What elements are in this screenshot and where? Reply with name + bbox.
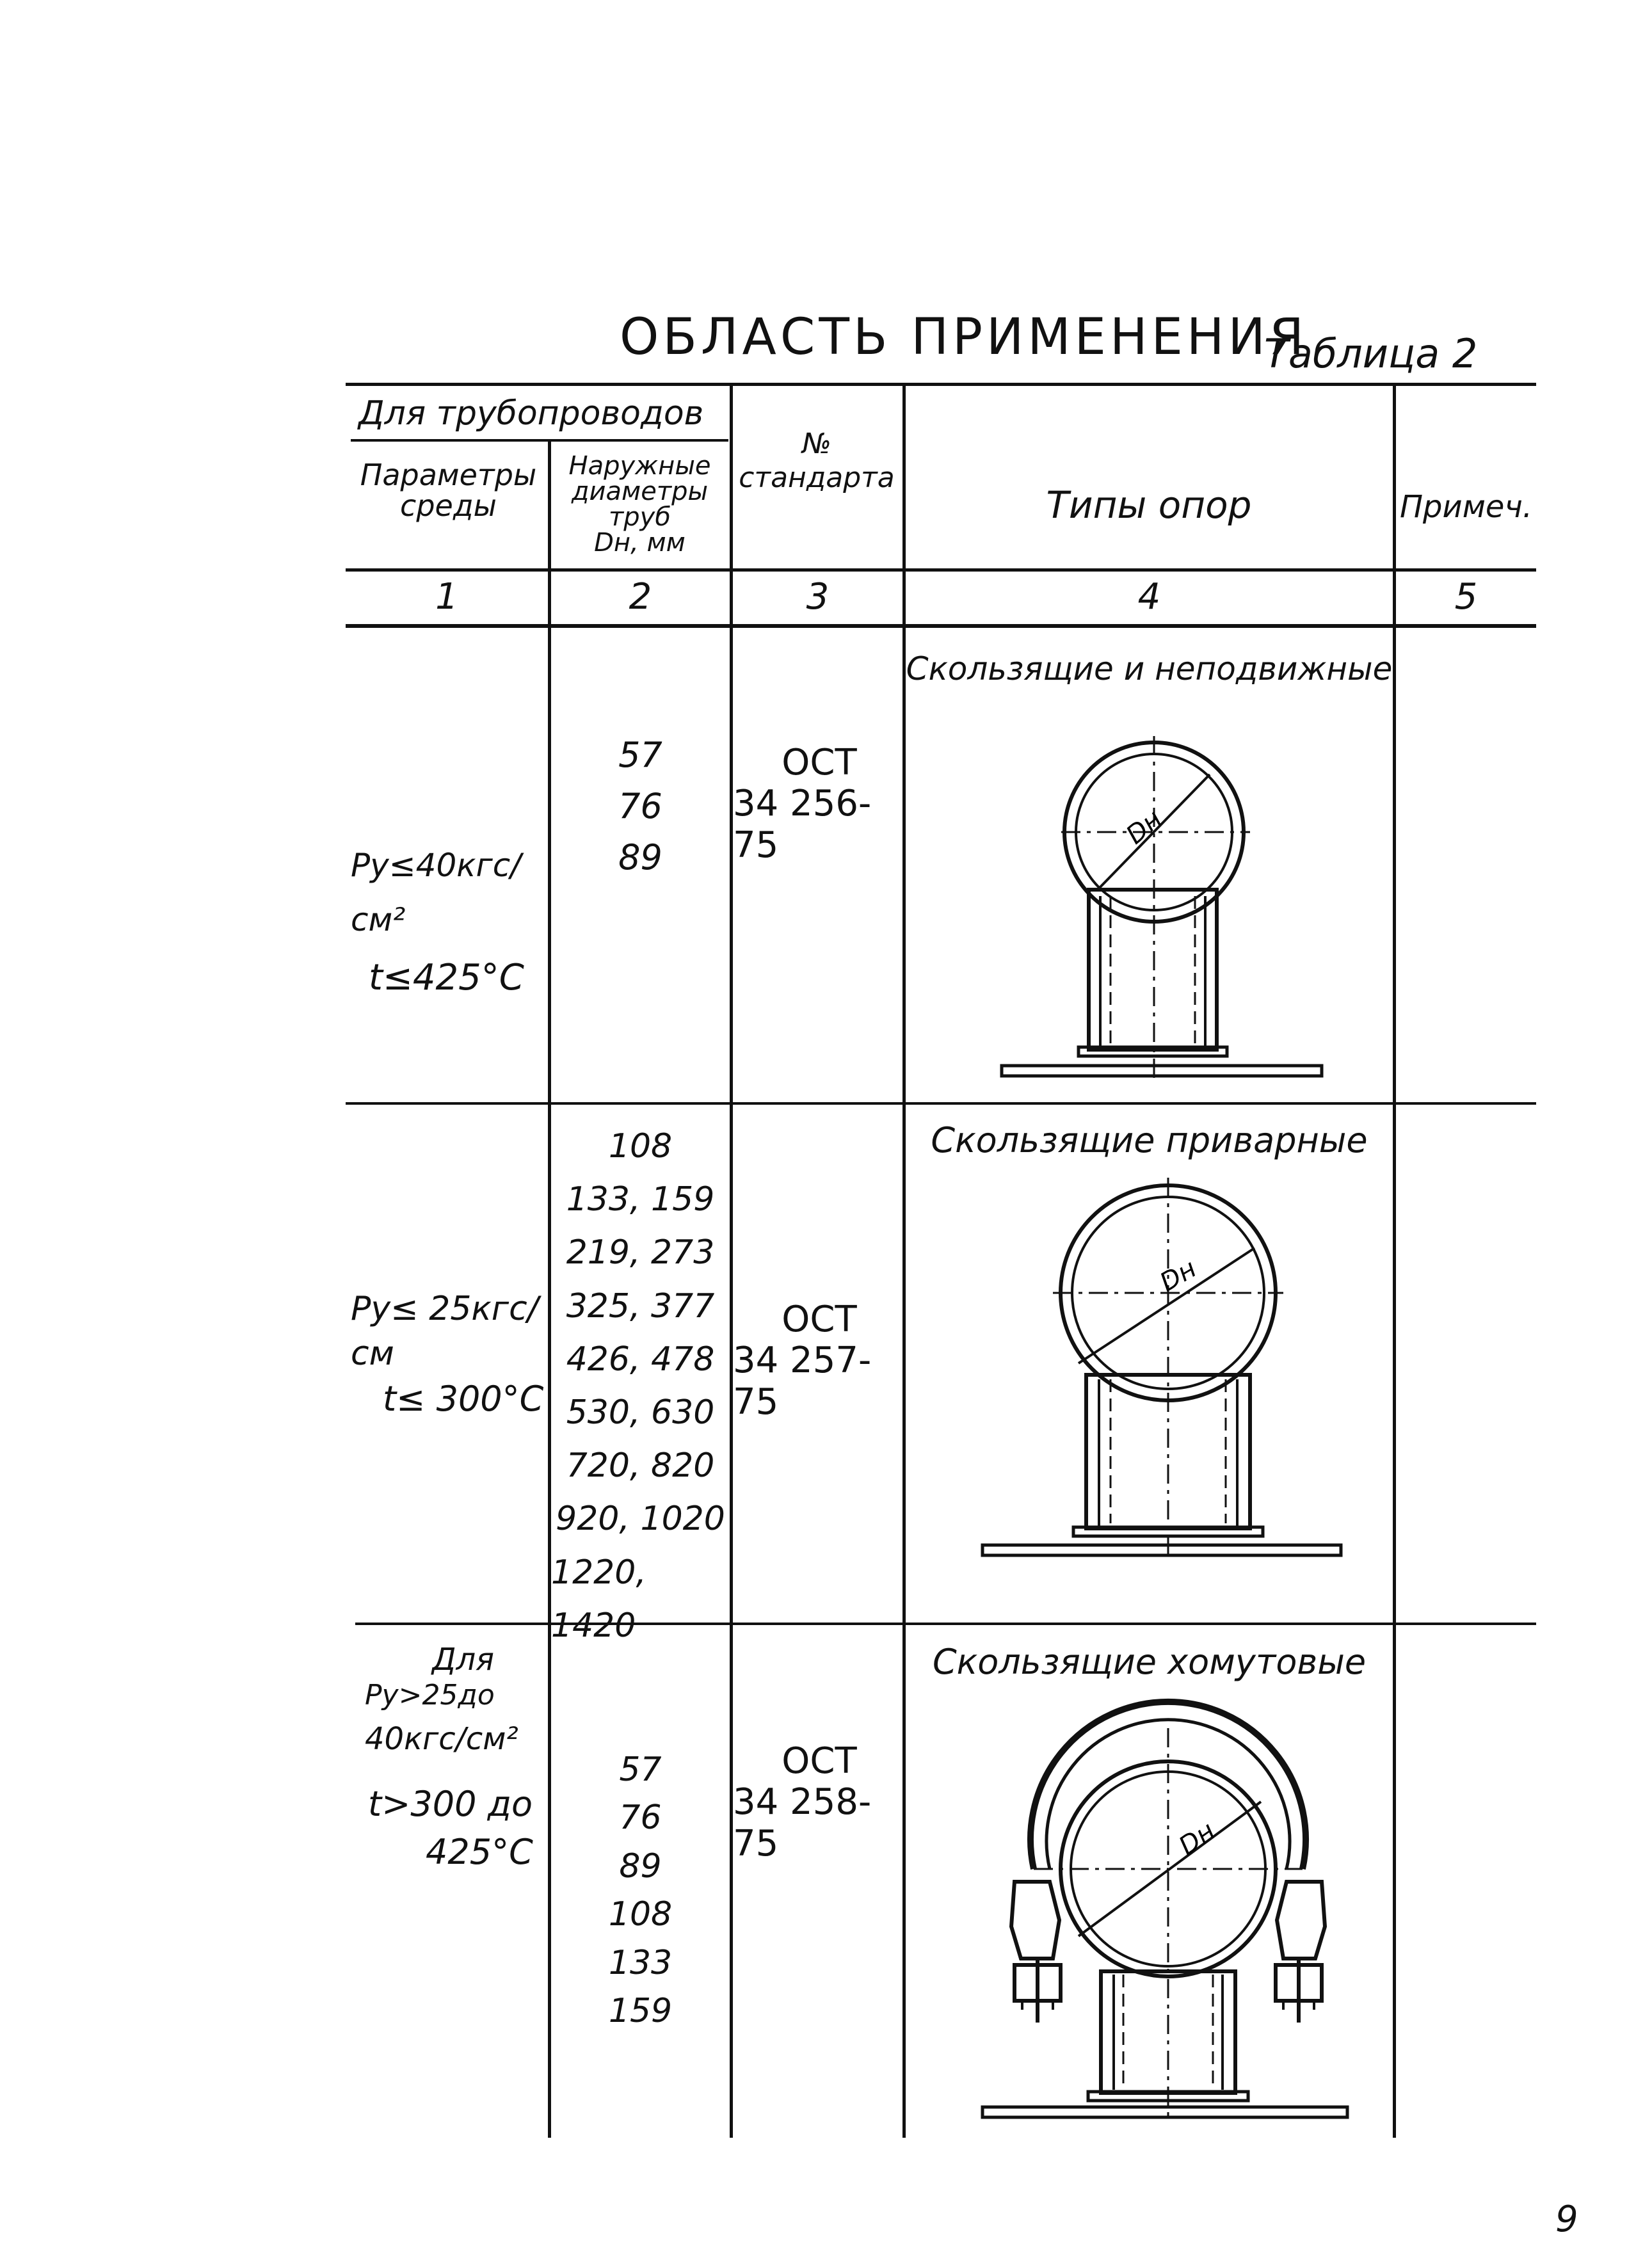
col-number-4: 4 bbox=[1137, 576, 1161, 618]
dim-label: Dн bbox=[1120, 804, 1168, 851]
col-number-1: 1 bbox=[435, 576, 458, 618]
dim-label: Dн bbox=[1173, 1816, 1221, 1861]
row2-temperature: t≤ 300°C bbox=[383, 1379, 544, 1420]
list-item: 133, 159 bbox=[566, 1180, 715, 1219]
row3-params-line3: 40кгс/см² bbox=[365, 1721, 518, 1758]
col-number-3: 3 bbox=[806, 576, 830, 618]
list-item: 1220, 1420 bbox=[551, 1553, 646, 1645]
sliding-fixed-support-drawing bbox=[906, 704, 1392, 1088]
header-col2-line1: Наружные bbox=[568, 451, 711, 481]
list-item: 720, 820 bbox=[566, 1447, 715, 1486]
header-col1 bbox=[351, 460, 546, 522]
standard-number: 34 256-75 bbox=[733, 783, 872, 866]
list-item: 57 bbox=[618, 735, 662, 775]
header-col2-line4: Dн, мм bbox=[594, 528, 686, 557]
list-item: 133 bbox=[608, 1943, 673, 1982]
dim-label: Dн bbox=[1155, 1254, 1202, 1298]
row3-params-line2: Py>25до bbox=[365, 1678, 495, 1711]
sliding-clamp-support-drawing bbox=[906, 1690, 1392, 2125]
col-number-2: 2 bbox=[629, 576, 652, 618]
row3-params-line1: Для bbox=[432, 1642, 495, 1678]
header-col2-line2: диаметры bbox=[571, 477, 709, 506]
list-item: 89 bbox=[619, 1847, 662, 1886]
row2-params bbox=[351, 1286, 556, 1423]
header-col2-line3: труб bbox=[608, 502, 671, 532]
header-col4: Типы опор bbox=[1046, 483, 1252, 527]
row3-diameters bbox=[551, 1746, 730, 2035]
col-number-5: 5 bbox=[1454, 576, 1478, 618]
standard-number: 34 258-75 bbox=[733, 1781, 872, 1864]
header-col3 bbox=[733, 428, 901, 495]
standard-prefix: ОСТ bbox=[782, 1299, 857, 1340]
row3-standard bbox=[733, 1741, 906, 1864]
list-item: 325, 377 bbox=[566, 1286, 715, 1326]
list-item: 426, 478 bbox=[566, 1340, 715, 1379]
list-item: 219, 273 bbox=[566, 1233, 715, 1272]
list-item: 76 bbox=[619, 1799, 662, 1838]
header-col3-line2: стандарта bbox=[739, 461, 895, 494]
sliding-welded-support-drawing bbox=[906, 1171, 1392, 1568]
page-number: 9 bbox=[1555, 2199, 1578, 2240]
row3-support-type: Скользящие хомутовые bbox=[932, 1642, 1367, 1682]
row3-params-line5: 425°C bbox=[426, 1831, 533, 1872]
row3-params-line4: t>300 до bbox=[368, 1783, 533, 1824]
row2-standard bbox=[733, 1299, 906, 1423]
standard-number: 34 257-75 bbox=[733, 1340, 872, 1423]
row1-pressure: Py≤40кгс/см² bbox=[351, 847, 522, 938]
header-col3-line1: № bbox=[802, 428, 831, 460]
list-item: 89 bbox=[618, 837, 662, 878]
row1-temperature: t≤425°C bbox=[369, 957, 524, 998]
header-col1-line2: среды bbox=[400, 488, 497, 524]
row1-diameters bbox=[551, 730, 730, 883]
row2-support-type: Скользящие приварные bbox=[931, 1120, 1368, 1160]
page-title: ОБЛАСТЬ ПРИМЕНЕНИЯ bbox=[620, 309, 1308, 366]
row1-params bbox=[351, 838, 556, 1008]
row1-support-type: Скользящие и неподвижные bbox=[906, 650, 1393, 687]
list-item: 920, 1020 bbox=[556, 1500, 725, 1539]
list-item: 108 bbox=[608, 1895, 673, 1934]
list-item: 76 bbox=[618, 785, 662, 826]
standard-prefix: ОСТ bbox=[782, 742, 857, 783]
header-col1-line1: Параметры bbox=[360, 458, 537, 492]
header-col5: Примеч. bbox=[1399, 489, 1533, 525]
list-item: 530, 630 bbox=[566, 1393, 715, 1432]
list-item: 57 bbox=[619, 1751, 662, 1789]
table-label: Таблица 2 bbox=[1264, 330, 1478, 377]
row3-params bbox=[355, 1642, 547, 1873]
header-col2 bbox=[552, 453, 728, 556]
row2-diameters bbox=[551, 1120, 730, 1653]
standard-prefix: ОСТ bbox=[782, 1740, 857, 1782]
list-item: 159 bbox=[608, 1991, 673, 2030]
row2-pressure: Py≤ 25кгс/см bbox=[351, 1290, 539, 1374]
list-item: 108 bbox=[608, 1127, 673, 1166]
header-group: Для трубопроводов bbox=[358, 394, 704, 433]
row1-standard bbox=[733, 742, 906, 866]
